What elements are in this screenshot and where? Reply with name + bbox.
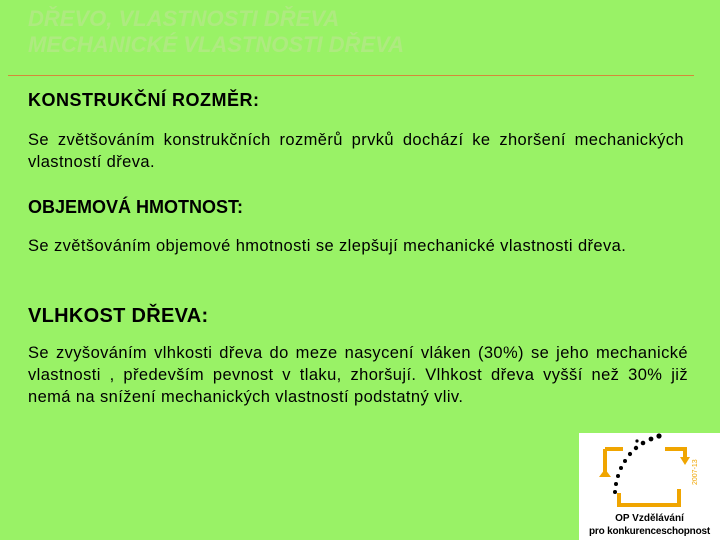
section-heading-objemova-hmotnost: OBJEMOVÁ HMOTNOST: bbox=[28, 197, 244, 217]
logo-years-text: 2007-13 bbox=[692, 459, 699, 485]
section-text-vlhkost-dreva: Se zvyšováním vlhkosti dřeva do meze nasycení vláken (30%) se jeho mechanické vlastnosti , především pevnost v tlaku, zhoršují. Vlhkost dřeva vyšší než 30% již nemá na snížení mechanických vlastností podstatný vliv. bbox=[28, 344, 688, 406]
title-line-2: MECHANICKÉ VLASTNOSTI DŘEVA bbox=[28, 32, 405, 57]
section-text-konstrukcni-rozmer: Se zvětšováním konstrukčních rozměrů prvků dochází ke zhoršení mechanických vlastností dřeva. bbox=[28, 131, 684, 171]
slide-title bbox=[28, 6, 404, 58]
logo-caption-line-2: pro konkurenceschopnost bbox=[589, 526, 710, 537]
op-logo-graphic bbox=[579, 433, 720, 513]
op-logo bbox=[579, 433, 720, 540]
section-heading-konstrukcni-rozmer: KONSTRUKČNÍ ROZMĚR: bbox=[28, 90, 260, 110]
logo-caption-line-1: OP Vzdělávání bbox=[615, 513, 684, 524]
title-divider bbox=[8, 75, 694, 76]
section-text-objemova-hmotnost: Se zvětšováním objemové hmotnosti se zlepšují mechanické vlastnosti dřeva. bbox=[28, 237, 627, 255]
title-line-1: DŘEVO, VLASTNOSTI DŘEVA bbox=[28, 6, 340, 31]
section-heading-vlhkost-dreva: VLHKOST DŘEVA: bbox=[28, 305, 209, 327]
